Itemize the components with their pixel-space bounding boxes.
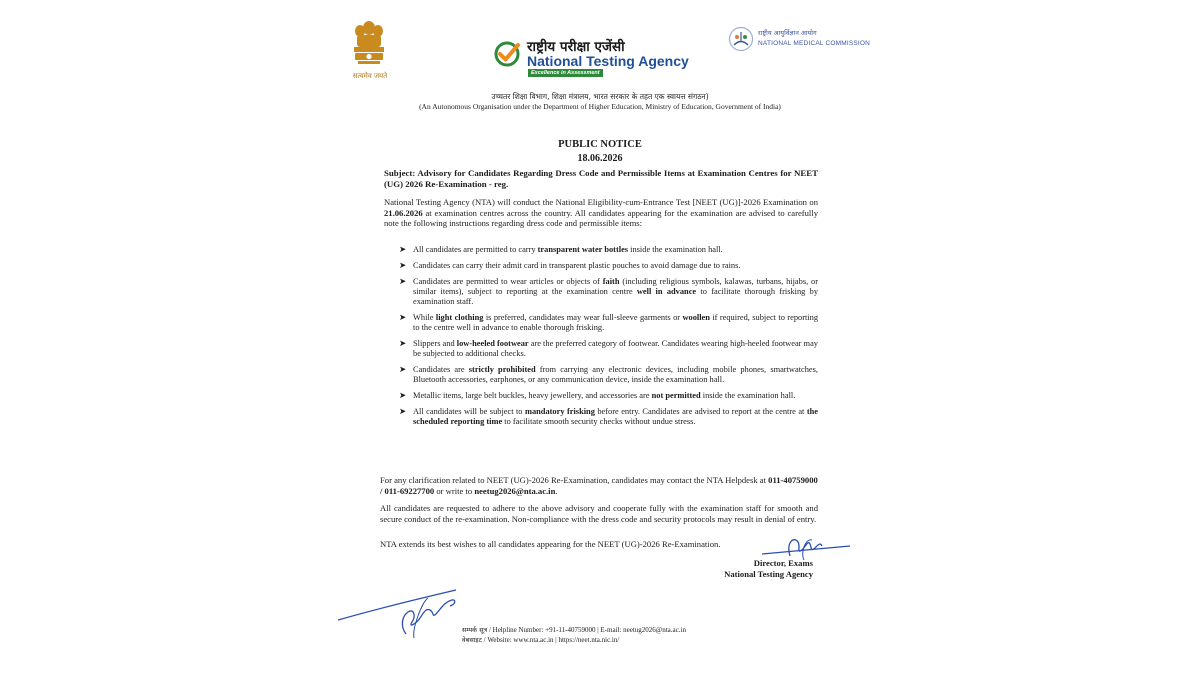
arrow-bullet-icon: ➤ (399, 407, 407, 418)
signatory-title: Director, Exams (753, 558, 813, 568)
instruction-text: Slippers and (413, 339, 457, 349)
instruction-emphasis: the scheduled reporting time (413, 407, 819, 427)
intro-text: National Testing Agency (NTA) will conduct the National Eligibility-cum-Entrance Test [NEET (UG)]-2026 Examination on (384, 197, 818, 207)
instruction-emphasis: not permitted (651, 391, 701, 401)
exam-date: 21.06.2026 (384, 207, 423, 218)
nta-tagline: Excellence in Assessment (528, 69, 603, 77)
instruction-text: to facilitate thorough frisking by examination staff. (413, 286, 819, 307)
instruction-text: Candidates are (413, 365, 469, 375)
nta-name-english: National Testing Agency (527, 53, 689, 69)
instruction-text: All candidates will be subject to (413, 407, 525, 417)
instruction-text: inside the examination hall. (628, 245, 723, 254)
nmc-name-english: NATIONAL MEDICAL COMMISSION (758, 40, 871, 47)
helpdesk-contact (380, 475, 818, 496)
instruction-text: Metallic items, large belt buckles, heavy jewellery, and accessories are (413, 391, 652, 401)
emblem-motto: सत्यमेव जयते (352, 72, 388, 80)
contact-text: or write to (434, 485, 475, 496)
footer-website (462, 635, 686, 645)
notice-subject: Subject: Advisory for Candidates Regarding Dress Code and Permissible Items at Examination Centres for NEET (UG) 2026 Re-Examination - reg. (384, 168, 818, 189)
nta-name-hindi: राष्ट्रीय परीक्षा एजेंसी (527, 39, 625, 55)
signatory-block (700, 558, 813, 580)
instruction-text: (including religious symbols, kalawas, turbans, hijabs, or similar items), subject to reporting at the examination centre (413, 276, 819, 296)
arrow-bullet-icon: ➤ (399, 339, 407, 350)
instruction-text: All candidates are permitted to carry (413, 245, 538, 254)
notice-intro (384, 197, 818, 229)
instruction-text: Candidates can carry their admit card in transparent plastic pouches to avoid damage due to rains. (413, 260, 741, 270)
instruction-text: While (413, 312, 436, 322)
signatory-organisation: National Testing Agency (724, 569, 813, 579)
instruction-text: if required, subject to reporting to the centre well in advance to enable thorough frisking. (413, 312, 819, 333)
nmc-logo-icon (728, 26, 754, 52)
instruction-item (384, 245, 818, 255)
instruction-item (384, 339, 818, 360)
instruction-emphasis: low-heeled footwear (456, 339, 529, 349)
notice-title: PUBLIC NOTICE (558, 139, 642, 150)
instruction-list (384, 245, 818, 433)
arrow-bullet-icon: ➤ (399, 312, 407, 323)
instruction-item (384, 391, 818, 401)
instruction-text: from carrying any electronic devices, including mobile phones, smartwatches, Bluetooth accessories, earphones, or any communication device, inside the examination hall. (413, 365, 818, 385)
arrow-bullet-icon: ➤ (399, 245, 407, 255)
national-emblem-icon (346, 16, 392, 76)
organisation-line-hindi: उच्चतर शिक्षा विभाग, शिक्षा मंत्रालय, भारत सरकार के तहत एक स्वायत्त संगठन) (491, 92, 709, 101)
intro-text: at examination centres across the country. All candidates appearing for the examination are advised to carefully note the following instructions regarding dress code and permissible items: (384, 207, 818, 228)
instruction-emphasis: well in advance (636, 286, 697, 296)
instruction-item (384, 407, 818, 428)
footer-label-hindi: वेबसाइट (462, 636, 482, 644)
notice-date: 18.06.2026 (577, 153, 623, 164)
footer-website-text: / Website: www.nta.ac.in | https://neet.nta.nic.in/ (481, 636, 620, 644)
footer-label-hindi: सम्पर्क सूत्र (462, 626, 488, 634)
instruction-text: before entry. Candidates are advised to report at the centre at (594, 407, 807, 417)
best-wishes-line: NTA extends its best wishes to all candidates appearing for the NEET (UG)-2026 Re-Examination. (380, 539, 721, 549)
helpdesk-email: neetug2026@nta.ac.in (474, 485, 556, 496)
instruction-emphasis: light clothing (435, 312, 484, 322)
instruction-text: are the preferred category of footwear. Candidates wearing high-heeled footwear may be subjected to additional checks. (413, 339, 818, 359)
helpdesk-phones: 011-40759000 / 011-69227700 (380, 475, 818, 496)
arrow-bullet-icon: ➤ (399, 365, 407, 376)
arrow-bullet-icon: ➤ (399, 260, 407, 271)
footer (462, 625, 686, 645)
footer-helpline (462, 625, 686, 635)
footer-signature (336, 582, 466, 640)
instruction-item (384, 277, 818, 308)
instruction-item (384, 261, 818, 271)
instruction-text: Candidates are permitted to wear articles or objects of (413, 276, 603, 286)
instruction-text: is preferred, candidates may wear full-sleeve garments or (483, 312, 683, 322)
instruction-text: to facilitate smooth security checks without undue stress. (502, 417, 696, 427)
instruction-emphasis: faith (602, 276, 620, 286)
instruction-item (384, 365, 818, 386)
instruction-emphasis: woollen (682, 312, 710, 322)
instruction-text: inside the examination hall. (700, 391, 796, 401)
arrow-bullet-icon: ➤ (399, 391, 407, 402)
instruction-emphasis: transparent water bottles (537, 245, 629, 254)
contact-text: . (555, 485, 558, 496)
instruction-emphasis: strictly prohibited (468, 365, 536, 375)
instruction-item (384, 313, 818, 334)
footer-helpline-text: / Helpline Number: +91-11-40759000 | E-mail: neetug2026@nta.ac.in (487, 626, 686, 634)
organisation-line-english: (An Autonomous Organisation under the Department of Higher Education, Ministry of Education, Government of India) (419, 102, 781, 111)
nta-checkmark-logo-icon (493, 40, 521, 68)
nmc-name-hindi: राष्ट्रीय आयुर्विज्ञान आयोग (758, 29, 817, 37)
contact-text: For any clarification related to NEET (UG)-2026 Re-Examination, candidates may contact the NTA Helpdesk at (380, 475, 769, 485)
compliance-paragraph: All candidates are requested to adhere to the above advisory and cooperate fully with the examination staff for smooth and secure conduct of the re-examination. Non-compliance with the dress code and security protocols may result in denial of entry. (380, 503, 818, 524)
instruction-emphasis: mandatory frisking (524, 407, 595, 417)
arrow-bullet-icon: ➤ (399, 276, 407, 287)
